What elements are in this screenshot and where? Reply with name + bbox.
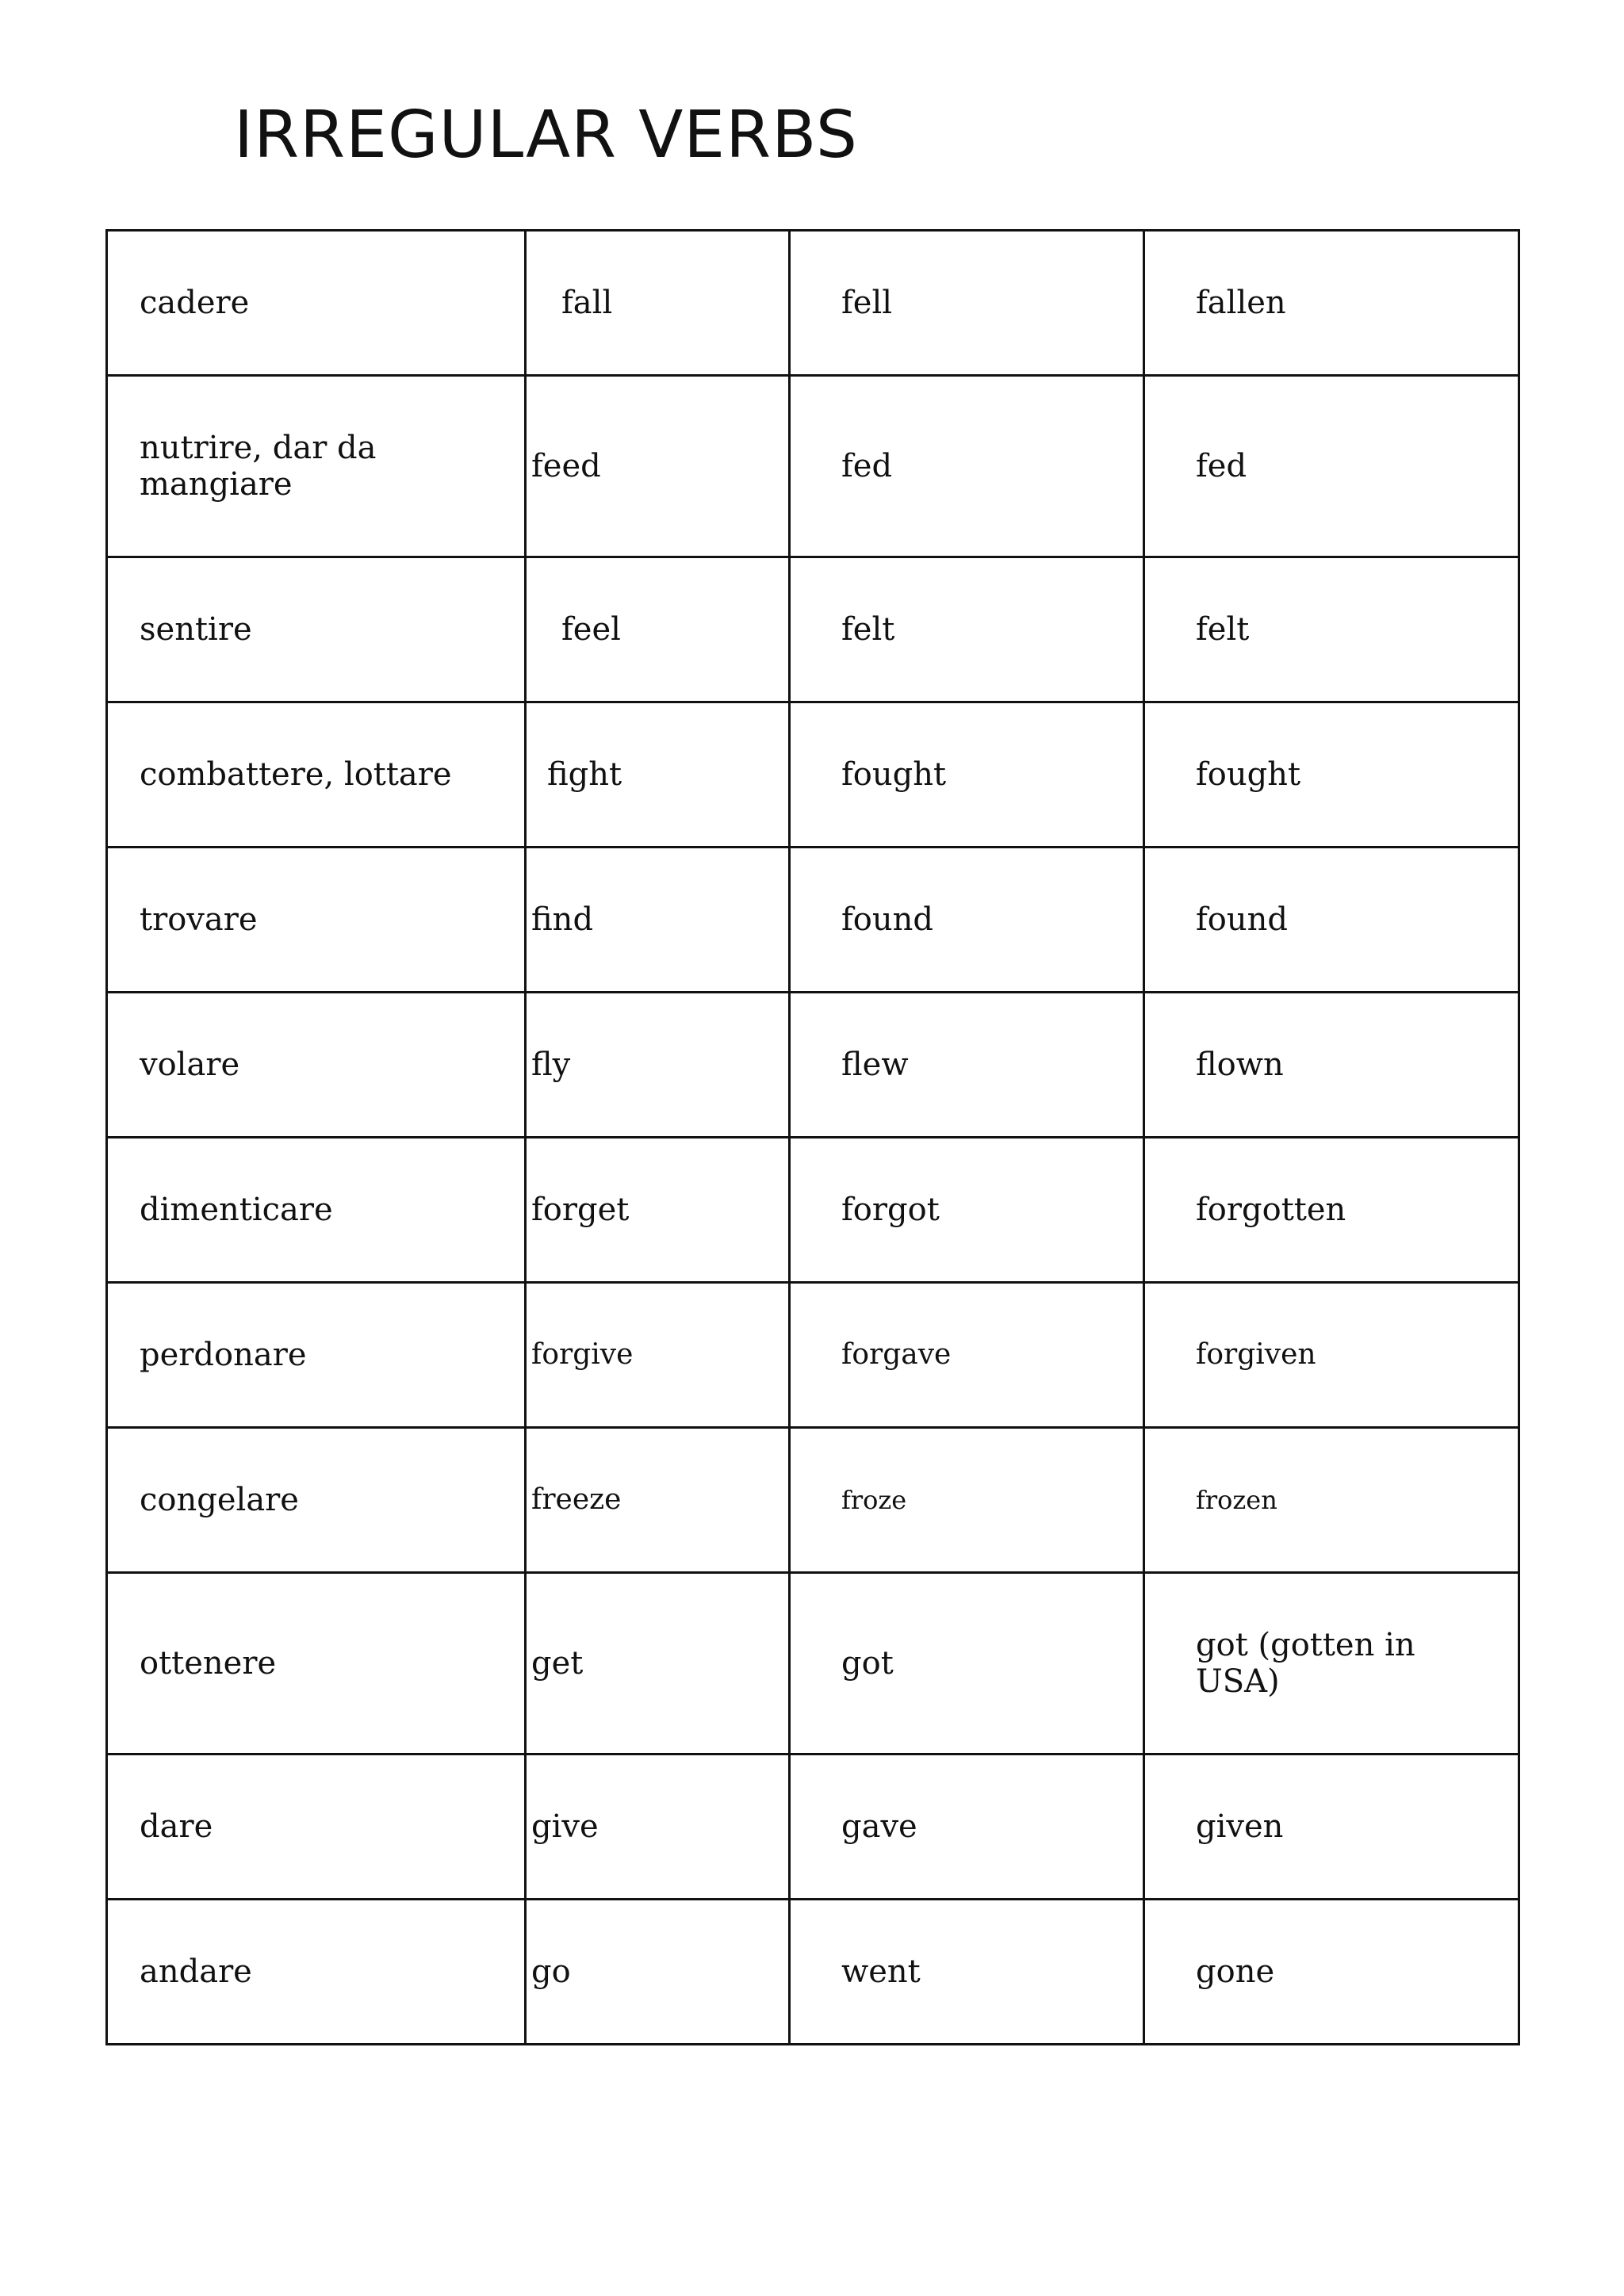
past-participle-cell: forgiven	[1144, 1283, 1519, 1428]
base-form-cell: feed	[526, 376, 790, 557]
past-participle-cell: found	[1144, 848, 1519, 993]
past-participle-cell: frozen	[1144, 1428, 1519, 1573]
past-participle-cell: given	[1144, 1755, 1519, 1900]
base-form-cell: fall	[526, 231, 790, 376]
table-row	[107, 848, 1519, 993]
past-participle-cell: fought	[1144, 702, 1519, 848]
table-row	[107, 702, 1519, 848]
base-form-cell: get	[526, 1573, 790, 1755]
italian-cell: dimenticare	[107, 1138, 526, 1283]
past-simple-cell: fought	[790, 702, 1144, 848]
past-participle-cell: flown	[1144, 993, 1519, 1138]
past-simple-cell: gave	[790, 1755, 1144, 1900]
table-row	[107, 993, 1519, 1138]
table-row	[107, 557, 1519, 702]
base-form-cell: feel	[526, 557, 790, 702]
past-participle-cell: felt	[1144, 557, 1519, 702]
past-simple-cell: went	[790, 1900, 1144, 2045]
base-form-cell: fight	[526, 702, 790, 848]
italian-cell: ottenere	[107, 1573, 526, 1755]
past-simple-cell: felt	[790, 557, 1144, 702]
past-simple-cell: got	[790, 1573, 1144, 1755]
base-form-cell: forget	[526, 1138, 790, 1283]
past-participle-cell: forgotten	[1144, 1138, 1519, 1283]
table-row	[107, 1138, 1519, 1283]
table-row	[107, 1573, 1519, 1755]
base-form-cell: freeze	[526, 1428, 790, 1573]
italian-cell: andare	[107, 1900, 526, 2045]
italian-cell: cadere	[107, 231, 526, 376]
past-participle-cell: fallen	[1144, 231, 1519, 376]
past-simple-cell: forgave	[790, 1283, 1144, 1428]
past-simple-cell: froze	[790, 1428, 1144, 1573]
table-row	[107, 1283, 1519, 1428]
base-form-cell: find	[526, 848, 790, 993]
past-simple-cell: fed	[790, 376, 1144, 557]
table-row	[107, 1428, 1519, 1573]
italian-cell: dare	[107, 1755, 526, 1900]
table-row	[107, 1900, 1519, 2045]
italian-cell: nutrire, dar da mangiare	[107, 376, 526, 557]
past-simple-cell: flew	[790, 993, 1144, 1138]
table-row	[107, 1755, 1519, 1900]
past-participle-cell: fed	[1144, 376, 1519, 557]
base-form-cell: fly	[526, 993, 790, 1138]
base-form-cell: give	[526, 1755, 790, 1900]
base-form-cell: forgive	[526, 1283, 790, 1428]
italian-cell: sentire	[107, 557, 526, 702]
past-simple-cell: fell	[790, 231, 1144, 376]
italian-cell: combattere, lottare	[107, 702, 526, 848]
italian-cell: volare	[107, 993, 526, 1138]
table-row	[107, 376, 1519, 557]
past-simple-cell: forgot	[790, 1138, 1144, 1283]
italian-cell: perdonare	[107, 1283, 526, 1428]
past-simple-cell: found	[790, 848, 1144, 993]
table-row	[107, 231, 1519, 376]
page-title: IRREGULAR VERBS	[234, 98, 858, 173]
base-form-cell: go	[526, 1900, 790, 2045]
past-participle-cell: gone	[1144, 1900, 1519, 2045]
italian-cell: congelare	[107, 1428, 526, 1573]
italian-cell: trovare	[107, 848, 526, 993]
past-participle-cell: got (gotten in USA)	[1144, 1573, 1519, 1755]
irregular-verbs-table	[105, 229, 1520, 2045]
